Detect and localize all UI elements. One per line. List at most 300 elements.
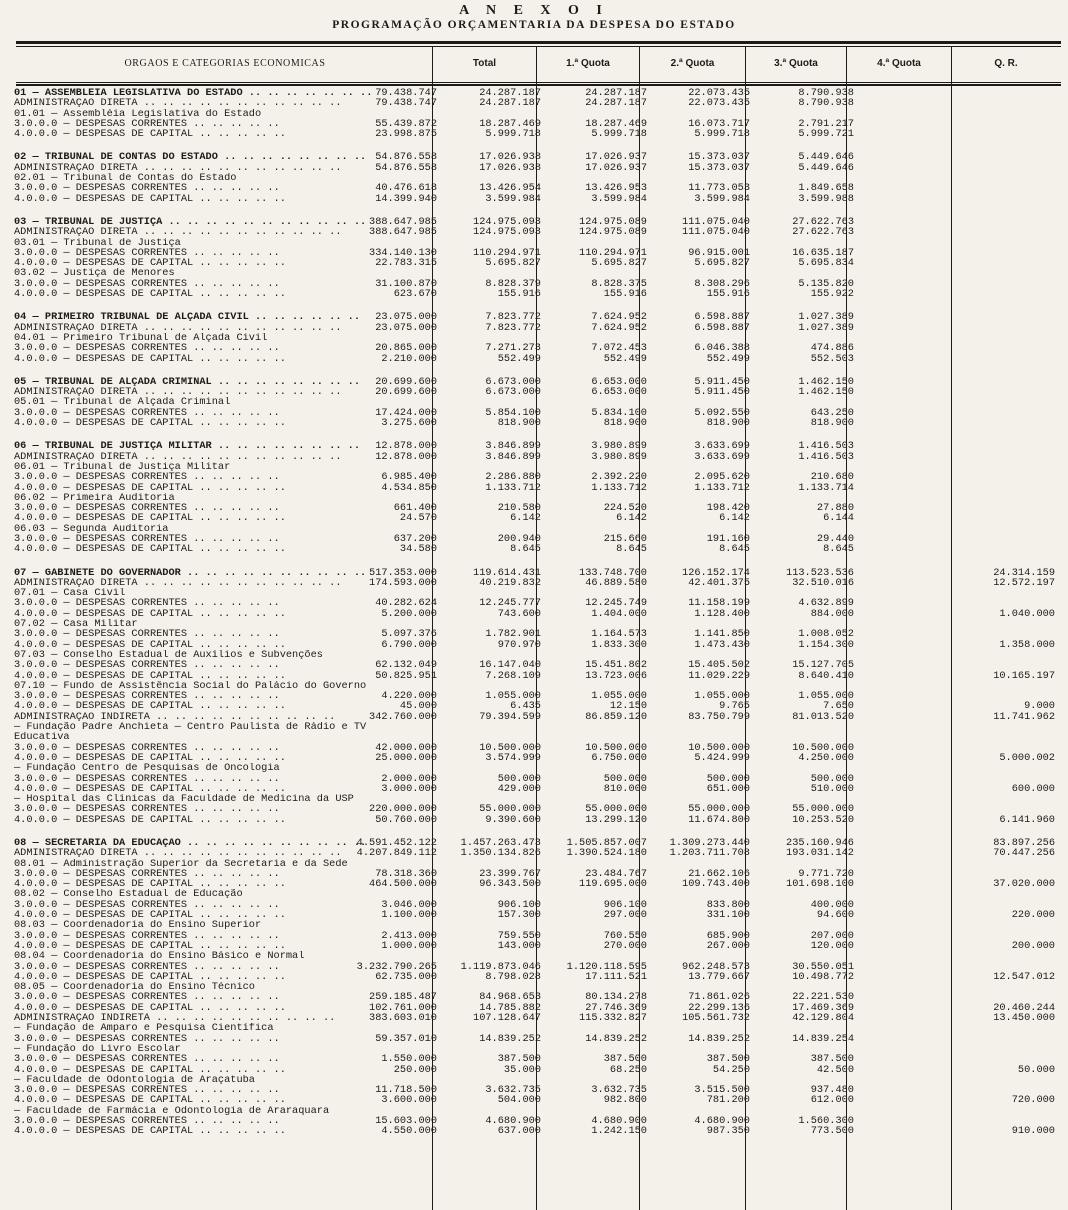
cell-qr: 1.358.000 [999,638,1055,651]
cell-total: 78.318.360 [375,867,437,880]
cell-quota-4: 884.000 [810,607,854,620]
cell-quota-1: 119.614.431 [473,566,541,579]
cell-quota-4: 474.886 [810,342,854,355]
cell-quota-3: 987.350 [706,1125,750,1138]
cell-quota-1: 13.426.954 [479,182,541,195]
row-label: 3.0.0.0 — DESPESAS CORRENTES .. .. .. .. .. [14,961,280,972]
cell-quota-2: 15.451.802 [585,659,647,672]
cell-quota-1: 4.680.900 [485,1115,541,1128]
table-row [0,1126,1068,1136]
cell-total: 4.591.452.122 [356,837,437,849]
cell-quota-3: 22.073.435 [688,97,750,110]
cell-quota-2: 1.242.150 [591,1125,647,1138]
cell-qr: 200.000 [1011,939,1055,952]
cell-quota-1: 3.846.899 [485,450,541,463]
row-label: 01.01 — Assembléia Legislativa do Estado [14,108,262,119]
cell-quota-4: 400.000 [810,898,854,911]
row-label: 3.0.0.0 — DESPESAS CORRENTES .. .. .. .. .. [14,183,280,194]
cell-quota-1: 387.500 [497,1053,541,1066]
cell-total: 23.075.000 [375,321,437,334]
row-label: 4.0.0.0 — DESPESAS DE CAPITAL .. .. .. .. .. [14,482,286,493]
row-label: 3.0.0.0 — DESPESAS CORRENTES .. .. .. .. .. [14,629,280,640]
cell-quota-2: 17.026.937 [585,151,647,164]
cell-quota-2: 18.287.469 [585,117,647,130]
cell-quota-4: 8.640.410 [798,669,854,682]
cell-quota-2: 10.500.000 [585,741,647,754]
cell-quota-4: 643.250 [810,406,854,419]
cell-quota-2: 1.133.712 [591,481,647,494]
cell-quota-3: 267.000 [706,939,750,952]
table-row [0,452,1068,462]
cell-quota-3: 1.055.000 [694,690,750,703]
cell-quota-3: 6.046.388 [694,342,750,355]
cell-quota-2: 7.624.952 [591,311,647,324]
cell-quota-4: 4.632.899 [798,597,854,610]
cell-total: 250.000 [393,1063,437,1076]
cell-quota-3: 5.092.550 [694,406,750,419]
cell-quota-3: 16.073.717 [688,117,750,130]
cell-quota-3: 55.000.000 [688,803,750,816]
row-label: — Hospital das Clínicas da Faculdade de Medicina da USP [14,794,354,805]
cell-quota-4: 4.250.000 [798,751,854,764]
row-label: 4.0.0.0 — DESPESAS DE CAPITAL .. .. .. .. .. [14,971,286,983]
table-row [0,227,1068,237]
cell-quota-2: 124.975.089 [579,215,647,228]
table-row [0,323,1068,333]
row-label: 4.0.0.0 — DESPESAS DE CAPITAL .. .. .. .. .. [14,418,286,429]
row-label: — Faculdade de Farmácia e Odontologia de Araraquara [14,1105,330,1117]
row-label: 07.01 — Casa Civil [14,588,126,599]
cell-quota-2: 1.120.118.595 [566,960,647,973]
cell-quota-2: 5.695.827 [591,257,647,270]
cell-quota-1: 5.695.827 [485,257,541,270]
table-row [0,194,1068,204]
table-row [0,98,1068,108]
cell-quota-4: 8.790.938 [798,87,854,99]
cell-quota-2: 810.000 [603,782,647,795]
cell-quota-3: 4.680.900 [694,1115,750,1128]
row-label: 3.0.0.0 — DESPESAS CORRENTES .. .. .. .. .. [14,533,280,545]
cell-total: 4.534.850 [381,481,437,494]
top-rule-thick [16,41,1061,44]
cell-quota-1: 7.823.772 [485,321,541,334]
cell-quota-1: 3.599.984 [485,192,541,205]
cell-quota-4: 1.416.503 [798,450,854,463]
cell-quota-4: 3.599.988 [798,192,854,205]
row-label: ADMINISTRAÇÃO INDIRETA .. .. .. .. .. .. .. .. .. .. [14,711,336,723]
row-label: Educativa [14,732,70,743]
row-label: 3.0.0.0 — DESPESAS CORRENTES .. .. .. .. .. [14,343,280,354]
cell-quota-3: 15.405.502 [688,659,750,672]
cell-quota-2: 297.000 [603,909,647,922]
cell-quota-2: 1.164.573 [591,628,647,641]
table-row [0,671,1068,681]
cell-quota-3: 54.250 [712,1063,750,1076]
cell-quota-4: 42.129.804 [792,1012,854,1025]
table-row [0,609,1068,619]
cell-quota-2: 80.134.278 [585,991,647,1004]
cell-qr: 6.141.960 [999,813,1055,826]
row-label: ADMINISTRAÇÃO DIRETA .. .. .. .. .. .. .. .. .. .. .. [14,162,342,174]
cell-quota-4: 552.503 [810,352,854,365]
cell-total: 42.000.000 [375,741,437,754]
cell-quota-2: 500.000 [603,772,647,785]
cell-quota-4: 210.680 [810,471,854,484]
row-label: 4.0.0.0 — DESPESAS DE CAPITAL .. .. .. .. .. [14,608,286,620]
cell-quota-1: 6.142 [510,512,541,525]
cell-quota-4: 5.999.721 [798,128,854,141]
row-label: 3.0.0.0 — DESPESAS CORRENTES .. .. .. .. .. [14,804,280,815]
cell-quota-3: 6.598.887 [694,311,750,324]
cell-quota-2: 7.072.453 [591,342,647,355]
cell-quota-3: 5.424.999 [694,751,750,764]
cell-total: 342.760.000 [369,710,437,723]
cell-quota-2: 68.250 [609,1063,647,1076]
column-header-quota-4: 4.ª Quota [877,58,921,69]
cell-quota-1: 3.574.999 [485,751,541,764]
cell-quota-1: 637.000 [497,1125,541,1138]
cell-quota-2: 906.100 [603,898,647,911]
row-label: 06.01 — Tribunal de Justiça Militar [14,461,231,473]
cell-quota-3: 109.743.400 [682,878,750,891]
cell-quota-4: 937.480 [810,1084,854,1097]
cell-total: 4.207.849.112 [356,847,437,860]
row-label: 08.05 — Coordenadoria do Ensino Técnico [14,982,255,993]
cell-quota-1: 124.975.093 [473,226,541,239]
cell-qr: 13.450.000 [993,1012,1055,1025]
cell-quota-2: 119.695.000 [579,878,647,891]
cell-quota-4: 10.253.520 [792,813,854,826]
cell-quota-4: 2.791.217 [798,117,854,130]
table-row [0,163,1068,173]
cell-total: 79.438.747 [375,87,437,99]
row-label: 3.0.0.0 — DESPESAS CORRENTES .. .. .. .. .. [14,742,280,753]
cell-total: 79.438.747 [375,97,437,110]
cell-quota-1: 7.271.273 [485,342,541,355]
cell-quota-1: 1.782.901 [485,628,541,641]
row-label: — Fundação do Livro Escolar [14,1043,181,1055]
cell-quota-4: 7.650 [823,700,854,713]
row-label: 3.0.0.0 — DESPESAS CORRENTES .. .. .. .. .. [14,691,280,702]
cell-quota-2: 1.833.300 [591,638,647,651]
cell-quota-4: 773.500 [810,1125,854,1138]
cell-quota-2: 1.390.524.180 [566,847,647,860]
cell-quota-4: 27.622.763 [792,226,854,239]
row-label: 4.0.0.0 — DESPESAS DE CAPITAL .. .. .. .. .. [14,1064,286,1075]
cell-quota-3: 71.861.026 [688,991,750,1004]
row-label: 4.0.0.0 — DESPESAS DE CAPITAL .. .. .. .. .. [14,258,286,269]
row-label: ADMINISTRAÇÃO DIRETA .. .. .. .. .. .. .. .. .. .. .. [14,98,342,109]
cell-quota-4: 8.790.938 [798,97,854,110]
cell-quota-1: 500.000 [497,772,541,785]
cell-quota-1: 16.147.040 [479,659,541,672]
cell-quota-4: 155.922 [810,288,854,301]
cell-total: 259.185.487 [369,991,437,1004]
cell-quota-2: 13.299.120 [585,813,647,826]
cell-quota-2: 8.828.375 [591,277,647,290]
cell-quota-1: 24.287.187 [479,87,541,99]
cell-quota-1: 143.000 [497,939,541,952]
cell-quota-1: 759.550 [497,929,541,942]
table-row [0,1054,1068,1064]
cell-quota-1: 8.798.028 [485,970,541,983]
row-label: 08.01 — Administração Superior da Secretaria e da Sede [14,858,348,869]
cell-quota-4: 1.133.714 [798,481,854,494]
cell-total: 55.439.872 [375,117,437,130]
cell-quota-1: 2.286.880 [485,471,541,484]
column-header-quota-3: 3.ª Quota [774,58,818,69]
cell-quota-3: 155.916 [706,288,750,301]
cell-total: 25.000.000 [375,751,437,764]
cell-quota-2: 982.800 [603,1094,647,1107]
cell-quota-3: 1.309.273.440 [669,837,750,849]
cell-quota-4: 5.135.820 [798,277,854,290]
row-label: 4.0.0.0 — DESPESAS DE CAPITAL .. .. .. .. .. [14,129,286,140]
cell-total: 661.400 [393,502,437,515]
cell-quota-2: 24.287.187 [585,97,647,110]
cell-quota-3: 818.900 [706,417,750,430]
cell-total: 3.232.790.265 [356,960,437,973]
row-label: 03 — TRIBUNAL DE JUSTIÇA .. .. .. .. .. .. .. .. .. .. .. [14,216,367,228]
cell-quota-1: 84.968.653 [479,991,541,1004]
cell-total: 2.210.000 [381,352,437,365]
row-label: 04.01 — Primeiro Tribunal de Alçada Civil [14,332,268,344]
cell-total: 50.760.000 [375,813,437,826]
cell-quota-2: 2.392.220 [591,471,647,484]
cell-quota-2: 133.748.700 [579,566,647,579]
cell-quota-3: 6.142 [719,512,750,525]
cell-quota-3: 3.633.699 [694,450,750,463]
table-row [0,640,1068,650]
cell-quota-4: 29.440 [816,532,854,545]
cell-quota-3: 8.308.296 [694,277,750,290]
row-label: 4.0.0.0 — DESPESAS DE CAPITAL .. .. .. .. .. [14,670,286,681]
table-row [0,1013,1068,1023]
cell-total: 15.603.000 [375,1115,437,1128]
cell-quota-3: 126.152.174 [682,566,750,579]
row-label: 08.03 — Coordenadoria do Ensino Superior [14,920,262,931]
cell-quota-1: 7.268.109 [485,669,541,682]
cell-quota-3: 1.133.712 [694,481,750,494]
cell-quota-2: 115.332.827 [579,1012,647,1025]
cell-quota-4: 5.449.646 [798,161,854,174]
top-rule-thin [16,46,1061,47]
row-label: — Fundação de Amparo e Pesquisa Científica [14,1023,274,1034]
cell-quota-2: 1.055.000 [591,690,647,703]
cell-total: 5.200.000 [381,607,437,620]
cell-qr: 720.000 [1011,1094,1055,1107]
row-label: 3.0.0.0 — DESPESAS CORRENTES .. .. .. .. .. [14,503,280,514]
cell-quota-1: 9.390.600 [485,813,541,826]
cell-total: 54.876.558 [375,151,437,164]
cell-qr: 70.447.256 [993,847,1055,860]
cell-quota-3: 3.633.699 [694,440,750,453]
cell-total: 54.876.558 [375,161,437,174]
cell-quota-3: 21.662.106 [688,867,750,880]
cell-total: 174.593.000 [369,576,437,589]
cell-quota-3: 781.200 [706,1094,750,1107]
row-label: — Fundação Padre Anchieta — Centro Paulista de Rádio e TV [14,722,367,733]
cell-quota-3: 962.248.573 [682,960,750,973]
cell-quota-1: 5.854.100 [485,406,541,419]
row-label: ADMINISTRAÇÃO DIRETA .. .. .. .. .. .. .. .. .. .. .. [14,227,342,238]
table-row [0,418,1068,428]
cell-quota-4: 193.031.142 [786,847,854,860]
cell-total: 23.998.875 [375,128,437,141]
cell-quota-1: 24.287.187 [479,97,541,110]
cell-total: 50.825.951 [375,669,437,682]
row-label: 07.03 — Conselho Estadual de Auxílios e Subvenções [14,649,323,661]
cell-quota-3: 105.561.732 [682,1012,750,1025]
cell-quota-3: 5.999.718 [694,128,750,141]
cell-quota-3: 11.158.199 [688,597,750,610]
row-spacer [0,364,1068,377]
table-row [0,1095,1068,1105]
table-row [0,879,1068,889]
table-row [0,289,1068,299]
cell-quota-2: 12.150 [609,700,647,713]
cell-quota-1: 17.026.938 [479,161,541,174]
header-rule-thin [16,82,1061,83]
row-label: 4.0.0.0 — DESPESAS DE CAPITAL .. .. .. .. .. [14,701,286,712]
row-label: 4.0.0.0 — DESPESAS DE CAPITAL .. .. .. .. .. [14,1095,286,1106]
cell-total: 383.603.010 [369,1012,437,1025]
cell-quota-1: 552.499 [497,352,541,365]
row-label: 3.0.0.0 — DESPESAS CORRENTES .. .. .. .. .. [14,407,280,419]
cell-total: 34.580 [399,543,437,556]
cell-quota-4: 612.000 [810,1094,854,1107]
row-label: — Fundação Centro de Pesquisas de Oncologia [14,763,280,774]
cell-quota-3: 9.765 [719,700,750,713]
cell-quota-4: 1.055.000 [798,690,854,703]
cell-total: 14.399.940 [375,192,437,205]
cell-quota-2: 1.404.000 [591,607,647,620]
cell-quota-2: 818.900 [603,417,647,430]
cell-quota-2: 4.680.900 [591,1115,647,1128]
table-row [0,784,1068,794]
cell-quota-4: 113.523.536 [786,566,854,579]
cell-quota-3: 1.203.711.708 [669,847,750,860]
cell-quota-4: 207.000 [810,929,854,942]
table-row [0,472,1068,482]
cell-qr: 5.000.002 [999,751,1055,764]
cell-total: 20.699.600 [375,375,437,388]
cell-quota-3: 14.839.252 [688,1032,750,1045]
cell-total: 20.865.000 [375,342,437,355]
cell-total: 2.000.000 [381,772,437,785]
cell-quota-3: 1.128.400 [694,607,750,620]
row-label: 3.0.0.0 — DESPESAS CORRENTES .. .. .. .. .. [14,598,280,609]
row-label: ADMINISTRAÇÃO DIRETA .. .. .. .. .. .. .. .. .. .. .. [14,387,342,398]
cell-qr: 10.165.197 [993,669,1055,682]
cell-quota-4: 510.000 [810,782,854,795]
cell-quota-4: 9.771.720 [798,867,854,880]
cell-total: 334.140.130 [369,246,437,259]
cell-quota-4: 81.013.520 [792,710,854,723]
cell-quota-3: 83.750.799 [688,710,750,723]
cell-quota-3: 111.075.040 [682,215,750,228]
cell-quota-2: 6.750.000 [591,751,647,764]
cell-qr: 50.000 [1017,1063,1055,1076]
cell-qr: 600.000 [1011,782,1055,795]
cell-total: 1.000.000 [381,939,437,952]
cell-total: 517.353.000 [369,566,437,579]
cell-quota-3: 500.000 [706,772,750,785]
annex-heading: A N E X O I [459,3,609,18]
cell-quota-1: 124.975.093 [473,215,541,228]
cell-quota-3: 2.095.620 [694,471,750,484]
cell-quota-3: 552.499 [706,352,750,365]
cell-quota-3: 1.473.430 [694,638,750,651]
cell-quota-1: 210.580 [497,502,541,515]
cell-quota-4: 22.221.530 [792,991,854,1004]
cell-quota-2: 6.142 [616,512,647,525]
cell-quota-2: 12.245.749 [585,597,647,610]
row-label: 07.02 — Casa Militar [14,619,138,630]
cell-quota-4: 15.127.705 [792,659,854,672]
row-label: 08.02 — Conselho Estadual de Educação [14,889,243,900]
cell-quota-1: 6.435 [510,700,541,713]
row-label: 4.0.0.0 — DESPESAS DE CAPITAL .. .. .. .. .. [14,353,286,364]
row-label: 3.0.0.0 — DESPESAS CORRENTES .. .. .. .. .. [14,868,280,880]
column-header-qr: Q. R. [994,58,1018,69]
cell-quota-2: 13.723.006 [585,669,647,682]
cell-total: 59.357.010 [375,1032,437,1045]
cell-quota-3: 651.000 [706,782,750,795]
row-label: 07.10 — Fundo de Assistência Social do Palácio do Governo [14,680,367,692]
cell-total: 23.075.000 [375,311,437,324]
cell-total: 102.761.000 [369,1001,437,1014]
cell-quota-3: 111.075.040 [682,226,750,239]
row-label: 03.01 — Tribunal de Justiça [14,237,181,248]
row-label: 06 — TRIBUNAL DE JUSTIÇA MILITAR .. .. .. .. .. .. .. .. [14,441,361,452]
row-label: 4.0.0.0 — DESPESAS DE CAPITAL .. .. .. .. .. [14,1126,286,1137]
cell-quota-1: 818.900 [497,417,541,430]
cell-quota-4: 1.154.300 [798,638,854,651]
cell-quota-1: 10.500.000 [479,741,541,754]
cell-total: 5.097.376 [381,628,437,641]
cell-total: 4.220.000 [381,690,437,703]
cell-quota-4: 1.462.150 [798,386,854,399]
table-row [0,910,1068,920]
cell-qr: 12.547.012 [993,970,1055,983]
cell-quota-4: 42.500 [816,1063,854,1076]
cell-quota-1: 6.673.000 [485,375,541,388]
cell-quota-1: 107.128.647 [473,1012,541,1025]
cell-qr: 12.572.197 [993,576,1055,589]
cell-quota-2: 5.834.100 [591,406,647,419]
row-label: 4.0.0.0 — DESPESAS DE CAPITAL .. .. .. .. .. [14,1002,286,1014]
cell-total: 6.790.000 [381,638,437,651]
cell-total: 6.985.400 [381,471,437,484]
cell-quota-4: 10.500.000 [792,741,854,754]
row-label: 4.0.0.0 — DESPESAS DE CAPITAL .. .. .. .. .. [14,289,286,300]
row-label: 4.0.0.0 — DESPESAS DE CAPITAL .. .. .. .. .. [14,513,286,524]
cell-qr: 220.000 [1011,909,1055,922]
cell-quota-2: 3.980.899 [591,450,647,463]
cell-quota-4: 1.027.389 [798,311,854,324]
row-label: 3.0.0.0 — DESPESAS CORRENTES .. .. .. .. .. [14,1085,280,1096]
cell-total: 45.000 [399,700,437,713]
cell-quota-1: 40.219.832 [479,576,541,589]
cell-quota-1: 14.839.252 [479,1032,541,1045]
page-title: PROGRAMAÇÃO ORÇAMENTARIA DA DESPESA DO ESTADO [332,19,736,31]
cell-total: 62.132.049 [375,659,437,672]
cell-quota-2: 387.500 [603,1053,647,1066]
cell-quota-3: 11.029.229 [688,669,750,682]
cell-total: 388.647.985 [369,215,437,228]
cell-quota-2: 13.426.953 [585,182,647,195]
